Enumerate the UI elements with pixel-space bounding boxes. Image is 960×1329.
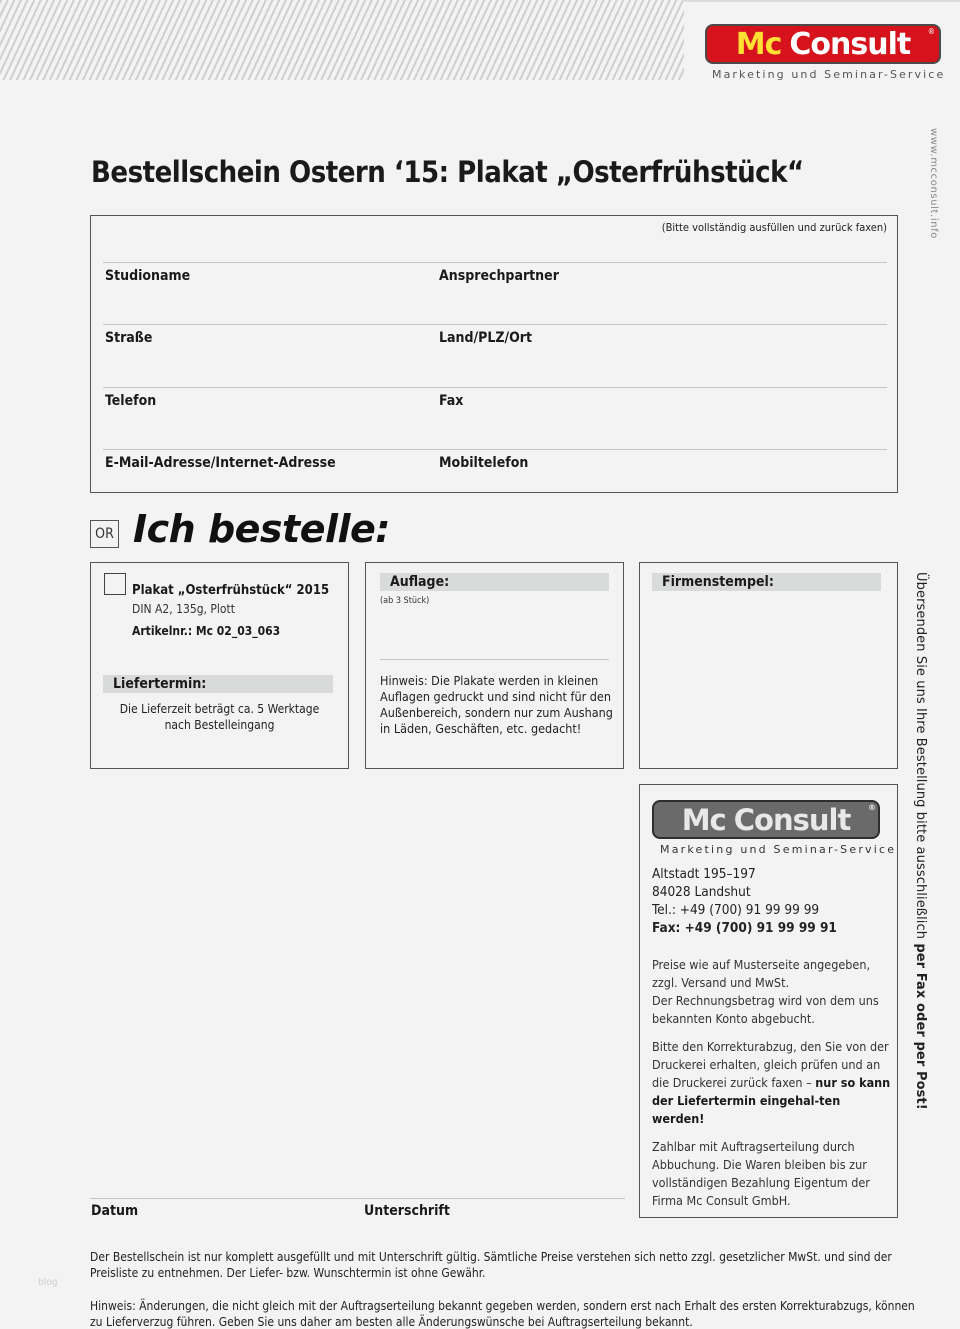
registered-icon: ® xyxy=(927,27,935,36)
field-ansprechpartner[interactable]: Ansprechpartner xyxy=(439,268,559,284)
delivery-heading: Liefertermin: xyxy=(103,675,333,693)
mcconsult-logo-grey xyxy=(652,800,880,839)
delivery-text xyxy=(91,701,348,733)
product-name: Plakat „Osterfrühstück“ 2015 xyxy=(132,583,330,598)
company-address xyxy=(652,865,837,937)
logo-tagline: Marketing und Seminar-Service xyxy=(712,68,946,81)
logo-mc: Mc xyxy=(681,802,726,837)
field-land-plz-ort[interactable]: Land/PLZ/Ort xyxy=(439,330,533,346)
field-strasse[interactable]: Straße xyxy=(105,330,153,346)
payment-note: Zahlbar mit Auftragserteilung durch Abbuchung. Die Waren bleiben bis zur vollständigen Bezahlung Eigentum der Firma Mc Consult GmbH. xyxy=(652,1139,870,1208)
logo-consult: Consult xyxy=(789,26,911,62)
field-studioname[interactable]: Studioname xyxy=(105,268,191,284)
submission-note-text: Übersenden Sie uns Ihre Bestellung bitte ausschließlich xyxy=(913,572,928,944)
signature-label: Unterschrift xyxy=(364,1203,450,1219)
date-label: Datum xyxy=(91,1203,139,1219)
field-fax[interactable]: Fax xyxy=(439,393,464,409)
company-phone: Tel.: +49 (700) 91 99 99 99 xyxy=(652,902,820,918)
quantity-minimum: (ab 3 Stück) xyxy=(380,596,430,606)
delivery-text-line-1: Die Lieferzeit beträgt ca. 5 Werktage xyxy=(119,702,320,716)
logo-tagline: Marketing und Seminar-Service xyxy=(660,843,897,856)
address-city: 84028 Landshut xyxy=(652,884,751,900)
form-row-phone xyxy=(103,387,887,449)
company-stamp-box[interactable] xyxy=(639,562,898,769)
quantity-heading: Auflage: xyxy=(380,573,609,591)
quantity-box xyxy=(365,562,624,769)
watermark: blog xyxy=(38,1277,58,1288)
signature-line[interactable] xyxy=(90,1198,625,1199)
logo-mc: Mc xyxy=(735,26,782,62)
quantity-input-line[interactable] xyxy=(380,659,609,660)
address-street: Altstadt 195–197 xyxy=(652,866,756,882)
form-row-street xyxy=(103,324,887,386)
proof-note-text: Bitte den Korrekturabzug, den Sie von der Druckerei erhalten, gleich prüfen und an die Druckerei zurück faxen – xyxy=(652,1039,889,1090)
submission-note-bold: per Fax oder per Post! xyxy=(913,943,928,1110)
footer-changes-note: Hinweis: Änderungen, die nicht gleich mit der Auftragserteilung bekannt gegeben werden, sondern erst nach Erhalt des ersten Korrekturabzugs, können zu Lieferverzug führen. Geben Sie uns daher am besten alle Änderungswünsche bei Auftragserteilung bekannt. xyxy=(90,1299,915,1329)
company-fax: Fax: +49 (700) 91 99 99 91 xyxy=(652,920,837,936)
prices-note-1: Preise wie auf Musterseite angegeben, zzgl. Versand und MwSt. xyxy=(652,957,871,990)
website-url: www.mcconsult.info xyxy=(928,128,939,239)
order-heading: Ich bestelle: xyxy=(133,507,390,551)
registered-icon: ® xyxy=(868,803,875,812)
customer-details-form xyxy=(90,215,898,493)
product-box xyxy=(90,562,349,769)
prices-note xyxy=(652,956,892,1028)
form-hint: (Bitte vollständig ausfüllen und zurück faxen) xyxy=(661,221,887,234)
field-telefon[interactable]: Telefon xyxy=(105,393,157,409)
decorative-stripes xyxy=(0,0,684,80)
product-spec: DIN A2, 135g, Plott xyxy=(132,602,235,616)
footer-terms: Der Bestellschein ist nur komplett ausgefüllt und mit Unterschrift gültig. Sämtliche Preise verstehen sich netto zzgl. gesetzlicher MwSt. und sind der Preisliste zu entnehmen. Der Liefer- bzw. Wunschtermin ist ohne Gewähr. xyxy=(90,1250,892,1280)
proof-note-bold: nur so kann der Liefertermin eingehal-ten werden! xyxy=(652,1075,891,1126)
proof-note xyxy=(652,1038,892,1128)
form-row-email xyxy=(103,449,887,489)
mcconsult-logo xyxy=(705,24,941,64)
prices-note-2: Der Rechnungsbetrag wird von dem uns bekannten Konto abgebucht. xyxy=(652,993,879,1026)
delivery-text-line-2: nach Bestelleingang xyxy=(164,718,275,732)
field-email[interactable]: E-Mail-Adresse/Internet-Adresse xyxy=(105,455,336,471)
logo-consult: Consult xyxy=(733,802,851,837)
quantity-note: Hinweis: Die Plakate werden in kleinen Auflagen gedruckt und sind nicht für den Außenbereich, sondern nur zum Aushang in Läden, Geschäften, etc. gedacht! xyxy=(380,673,613,736)
form-row-studio xyxy=(103,262,887,324)
field-mobiltelefon[interactable]: Mobiltelefon xyxy=(439,455,529,471)
submission-note xyxy=(913,572,928,1110)
page-title: Bestellschein Ostern ‘15: Plakat „Osterfrühstück“ xyxy=(91,155,804,189)
company-info-box xyxy=(639,784,898,1218)
or-badge: OR xyxy=(90,520,119,548)
product-checkbox[interactable] xyxy=(104,573,126,595)
product-article-number: Artikelnr.: Mc 02_03_063 xyxy=(132,624,281,638)
stamp-heading: Firmenstempel: xyxy=(652,573,881,591)
